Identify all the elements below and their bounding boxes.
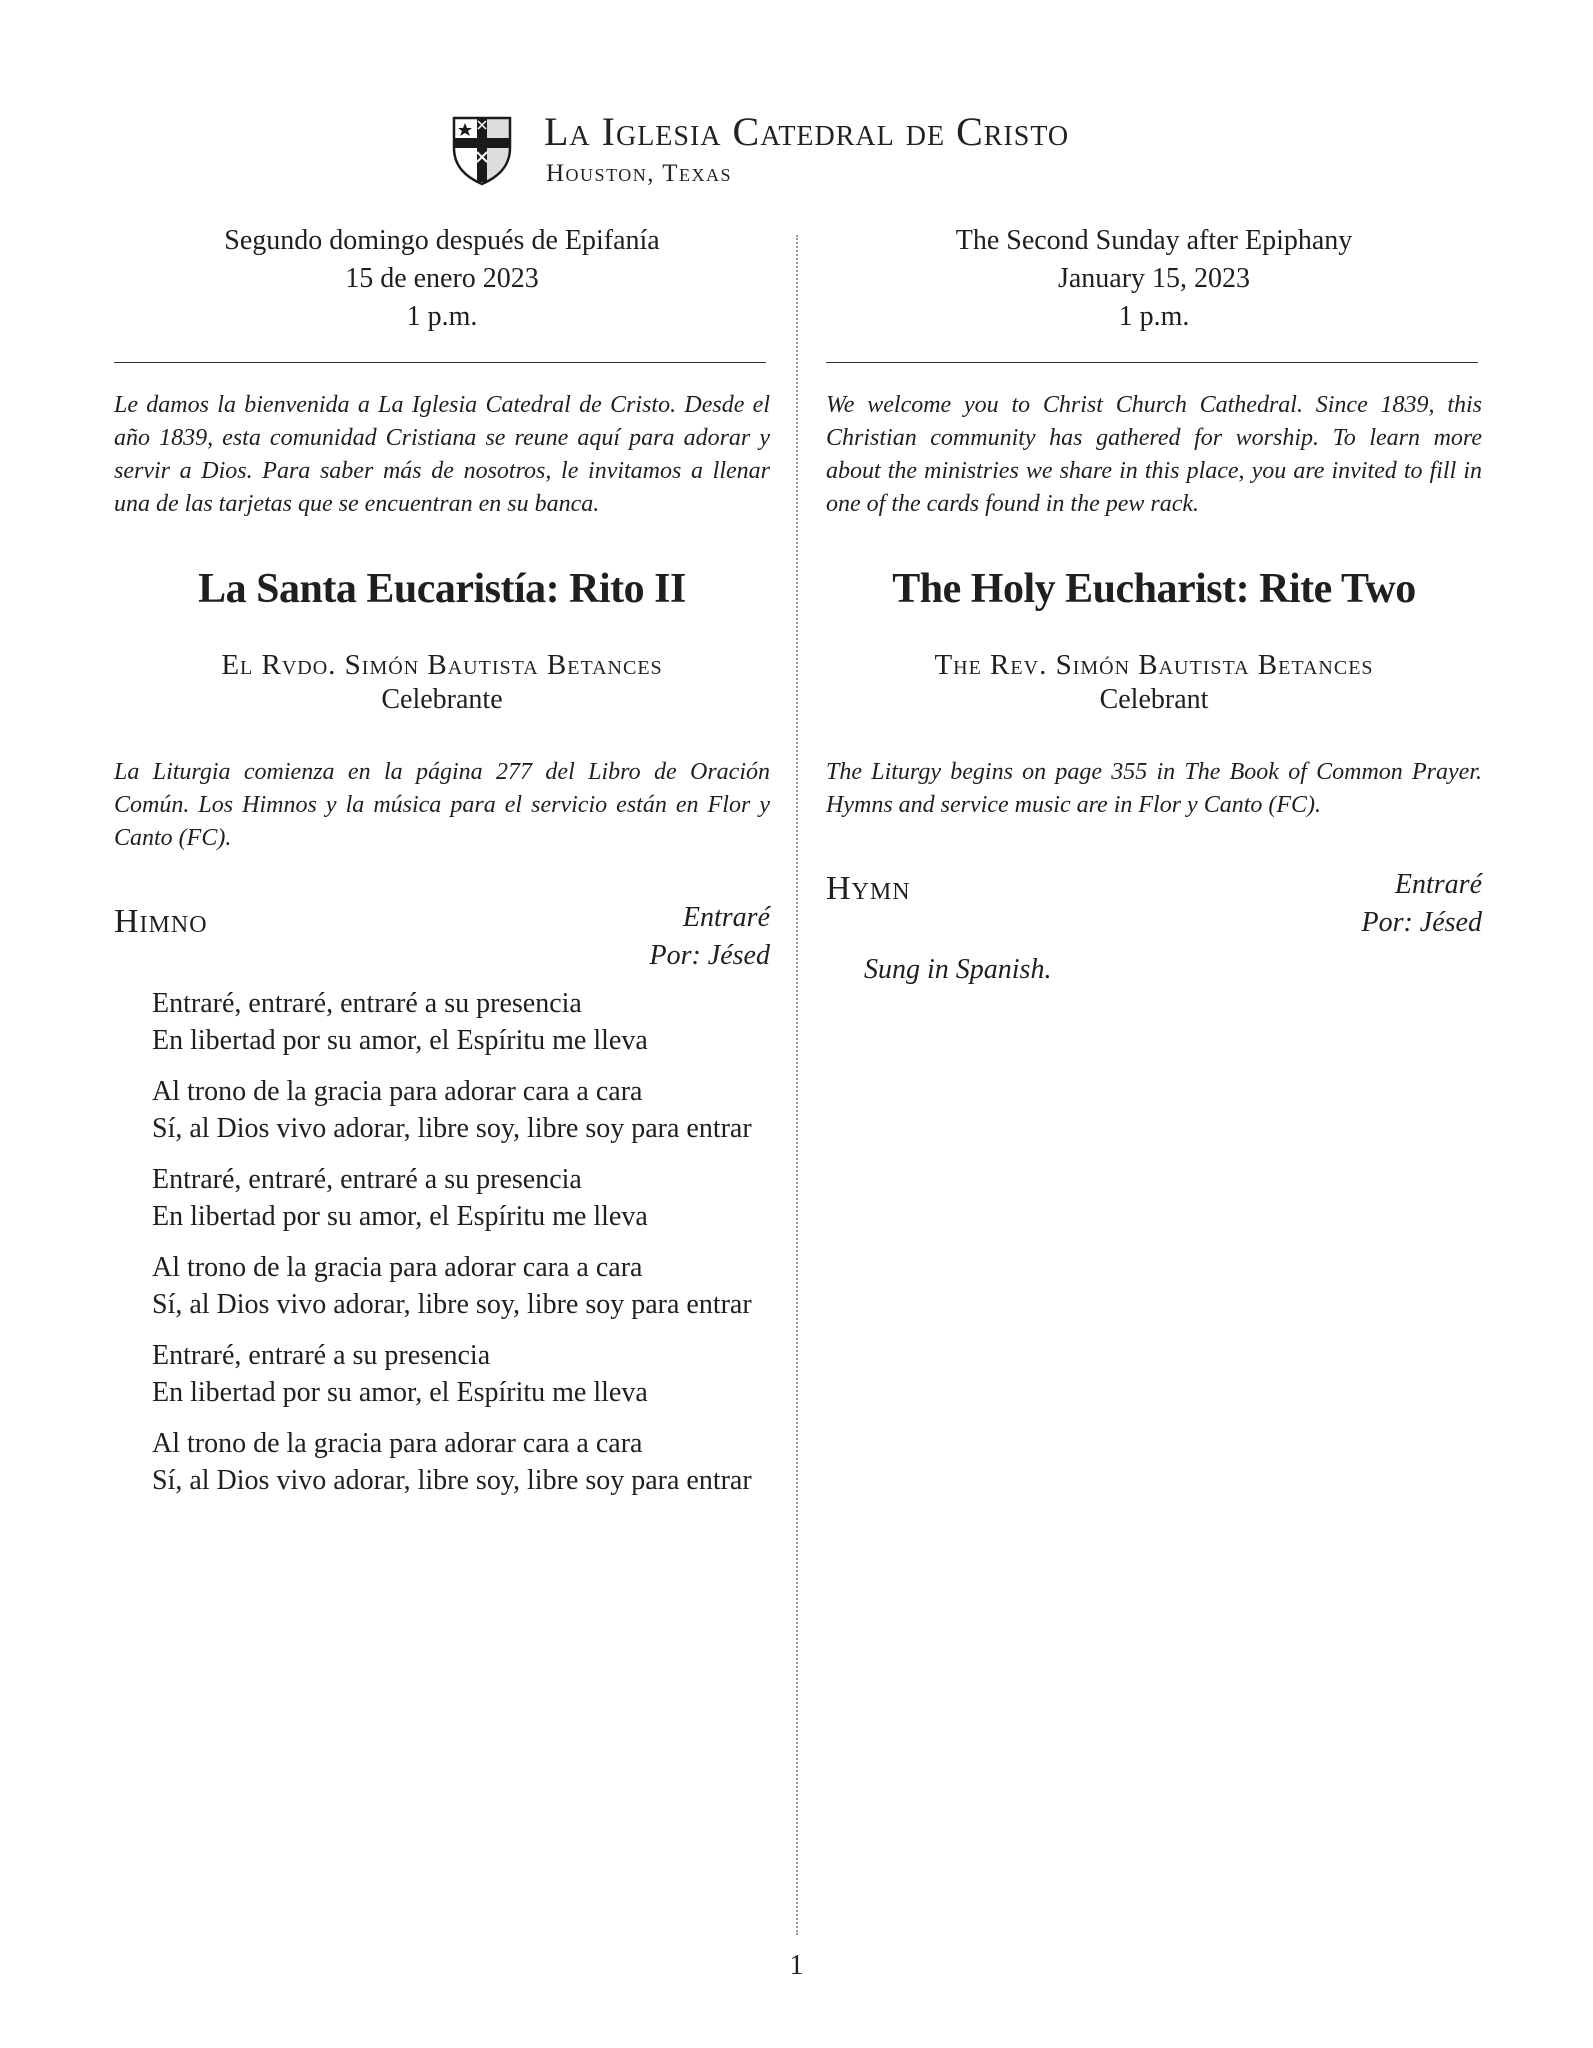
lyric-line: En libertad por su amor, el Espíritu me lleva	[152, 1377, 648, 1408]
stanza	[152, 1425, 770, 1499]
hymn-title: Entraré	[682, 902, 770, 933]
service-time: 1 p.m.	[406, 301, 478, 332]
service-title: The Holy Eucharist: Rite Two	[892, 566, 1416, 612]
welcome-text: Le damos la bienvenida a La Iglesia Catedral de Cristo. Desde el año 1839, esta comunidad Cristiana se reune aquí para adorar y servir a Dios. Para saber más de nosotros, le invitamos a llenar una de las tarjetas que se encuentran en su banca.	[114, 392, 770, 517]
lyric-line: Al trono de la gracia para adorar cara a cara	[152, 1076, 643, 1107]
section-label: Himno	[114, 903, 208, 940]
lyric-line: Sí, al Dios vivo adorar, libre soy, libre soy para entrar	[152, 1465, 752, 1496]
service-date-block	[826, 222, 1482, 336]
liturgy-note: La Liturgia comienza en la página 277 del Libro de Oración Común. Los Himnos y la música para el servicio están en Flor y Canto (FC).	[114, 759, 770, 851]
stanza	[152, 1073, 770, 1147]
lyric-line: Al trono de la gracia para adorar cara a cara	[152, 1252, 643, 1283]
hymn-section-header	[826, 866, 1482, 942]
section-label: Hymn	[826, 870, 911, 907]
sung-note: Sung in Spanish.	[864, 954, 1052, 985]
stanza	[152, 1249, 770, 1323]
hymn-author: Por: Jésed	[1361, 907, 1482, 938]
liturgy-note: The Liturgy begins on page 355 in The Book of Common Prayer. Hymns and service music are in Flor y Canto (FC).	[826, 759, 1482, 818]
service-time: 1 p.m.	[1118, 301, 1190, 332]
lyric-line: Sí, al Dios vivo adorar, libre soy, libre soy para entrar	[152, 1289, 752, 1320]
column-divider	[796, 235, 798, 1935]
hymn-info	[649, 899, 770, 975]
service-day: Segundo domingo después de Epifanía	[224, 225, 660, 256]
horizontal-rule	[826, 362, 1478, 363]
celebrant-role: Celebrante	[381, 684, 503, 715]
lyric-line: Entraré, entraré, entraré a su presencia	[152, 988, 582, 1019]
horizontal-rule	[114, 362, 766, 363]
service-date-block	[114, 222, 770, 336]
lyric-line: Sí, al Dios vivo adorar, libre soy, libre soy para entrar	[152, 1113, 752, 1144]
lyric-line: En libertad por su amor, el Espíritu me lleva	[152, 1025, 648, 1056]
hymn-author: Por: Jésed	[649, 940, 770, 971]
service-date: January 15, 2023	[1057, 263, 1251, 294]
page-number: 1	[789, 1950, 804, 1981]
celebrant-role: Celebrant	[1099, 684, 1209, 715]
lyric-line: Entraré, entraré a su presencia	[152, 1340, 491, 1371]
lyric-line: En libertad por su amor, el Espíritu me lleva	[152, 1201, 648, 1232]
stanza	[152, 1161, 770, 1235]
celebrant-name: El Rvdo. Simón Bautista Betances	[221, 649, 663, 681]
church-location: Houston, Texas	[546, 160, 733, 187]
lyric-line: Entraré, entraré, entraré a su presencia	[152, 1164, 582, 1195]
english-column	[826, 222, 1482, 986]
spanish-column	[114, 222, 770, 1513]
hymn-section-header	[114, 899, 770, 975]
cathedral-shield-icon	[450, 112, 514, 186]
service-date: 15 de enero 2023	[345, 263, 539, 294]
stanza	[152, 1337, 770, 1411]
service-title: La Santa Eucaristía: Rito II	[198, 566, 686, 612]
hymn-title: Entraré	[1394, 869, 1482, 900]
lyric-line: Al trono de la gracia para adorar cara a cara	[152, 1428, 643, 1459]
hymn-lyrics	[152, 985, 770, 1499]
service-day: The Second Sunday after Epiphany	[955, 225, 1353, 256]
hymn-info	[1361, 866, 1482, 942]
stanza	[152, 985, 770, 1059]
page-header	[450, 108, 1210, 190]
welcome-text: We welcome you to Christ Church Cathedral. Since 1839, this Christian community has gathered for worship. To learn more about the ministries we share in this place, you are invited to fill in one of the cards found in the pew rack.	[826, 392, 1482, 517]
celebrant-name: The Rev. Simón Bautista Betances	[934, 649, 1374, 681]
church-name: La Iglesia Catedral de Cristo	[544, 109, 1070, 154]
